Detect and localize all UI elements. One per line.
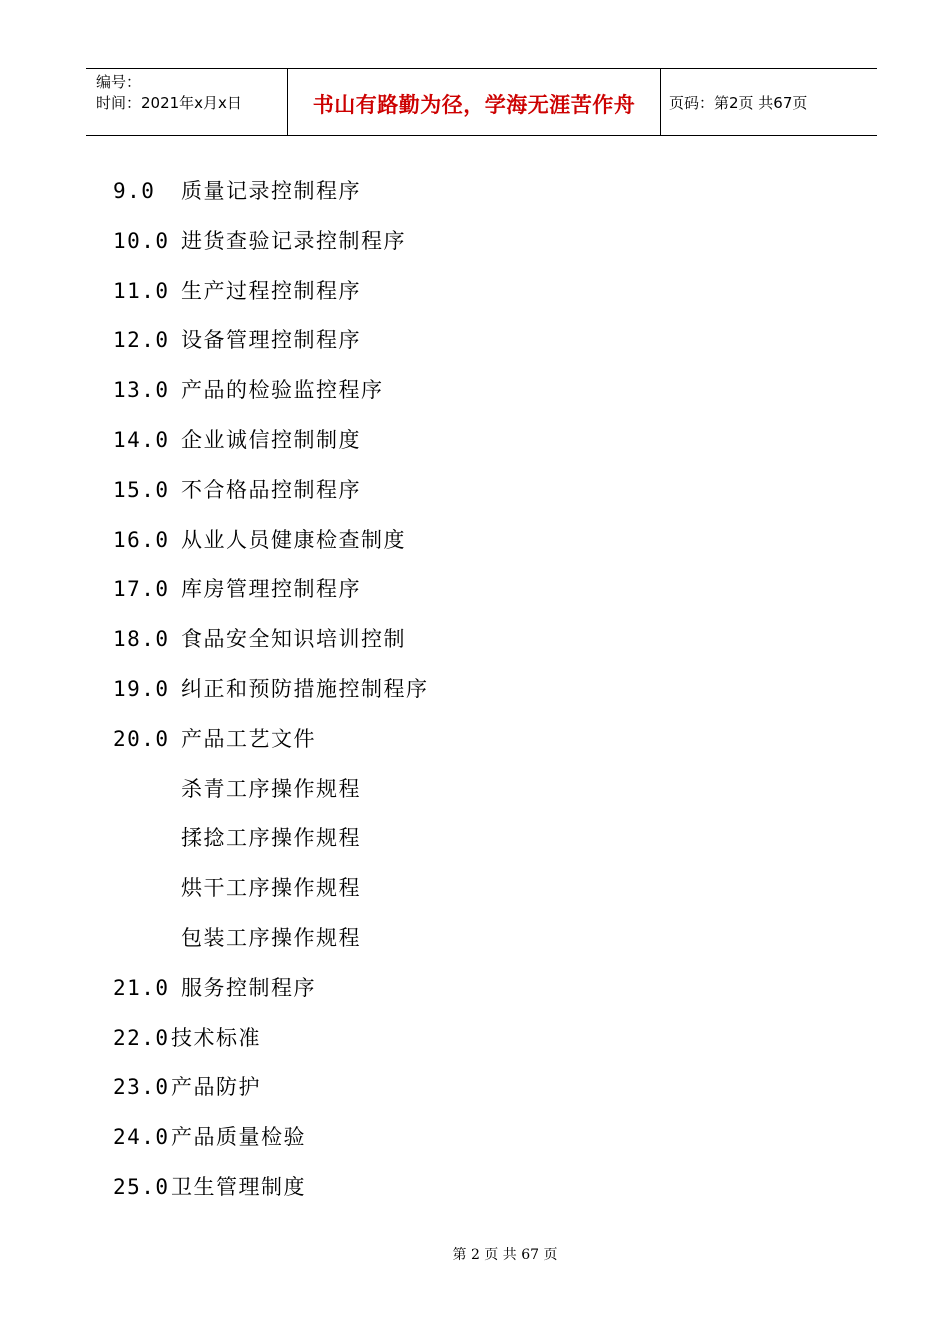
toc-item-number: 18.0 (113, 627, 170, 652)
toc-item-title: 库房管理控制程序 (181, 577, 361, 602)
toc-item-number: 9.0 (113, 179, 156, 203)
toc-item (113, 618, 429, 668)
header-page-cell (661, 69, 877, 135)
toc-item-number: 10.0 (113, 228, 170, 253)
toc-item (113, 1017, 429, 1067)
toc-item (113, 718, 429, 768)
toc-item-number: 22.0 (113, 1025, 170, 1050)
time-label: 时间：2021年x月x日 (96, 94, 242, 112)
toc-item-title: 产品的检验监控程序 (181, 378, 384, 403)
toc-item-title: 质量记录控制程序 (181, 179, 361, 203)
toc-item-number: 21.0 (113, 975, 170, 1000)
toc-item-number: 19.0 (113, 676, 170, 701)
toc-item-title: 从业人员健康检查制度 (181, 527, 406, 552)
toc-item-number: 15.0 (113, 477, 170, 502)
toc-item (113, 768, 429, 818)
toc-item-title: 生产过程控制程序 (181, 278, 361, 303)
serial-label: 编号： (96, 73, 142, 91)
toc-item (113, 270, 429, 320)
toc-item (113, 1166, 429, 1216)
toc-item-number: 23.0 (113, 1075, 170, 1100)
toc-item-title: 进货查验记录控制程序 (181, 228, 406, 253)
table-of-contents (113, 170, 429, 1216)
toc-item (113, 220, 429, 270)
toc-item (113, 917, 429, 967)
toc-item-number: 17.0 (113, 577, 170, 602)
toc-item-number: 12.0 (113, 328, 170, 353)
toc-item-title: 杀青工序操作规程 (181, 776, 361, 801)
toc-item-number: 20.0 (113, 726, 170, 751)
toc-item (113, 369, 429, 419)
toc-item (113, 419, 429, 469)
toc-item (113, 170, 429, 220)
page-footer: 第 2 页 共 67 页 (452, 1247, 558, 1263)
toc-item-title: 卫生管理制度 (171, 1174, 306, 1199)
toc-item (113, 568, 429, 618)
toc-item (113, 319, 429, 369)
toc-item (113, 817, 429, 867)
toc-item-title: 揉捻工序操作规程 (181, 826, 361, 851)
toc-item (113, 668, 429, 718)
toc-item (113, 967, 429, 1017)
toc-item-title: 食品安全知识培训控制 (181, 627, 406, 652)
header-meta-cell (86, 69, 288, 135)
toc-item (113, 469, 429, 519)
toc-item-title: 产品质量检验 (171, 1125, 306, 1150)
header-page-info: 页码：第2页 共67页 (669, 93, 808, 112)
toc-item-title: 不合格品控制程序 (181, 477, 361, 502)
toc-item-title: 技术标准 (171, 1025, 261, 1050)
page-header (86, 68, 877, 136)
toc-item-number: 25.0 (113, 1174, 170, 1199)
toc-item (113, 867, 429, 917)
toc-item-title: 纠正和预防措施控制程序 (181, 676, 429, 701)
toc-item-number: 13.0 (113, 378, 170, 403)
toc-item-number: 24.0 (113, 1125, 170, 1150)
toc-item (113, 1116, 429, 1166)
toc-item (113, 1066, 429, 1116)
header-motto-cell (288, 69, 661, 135)
toc-item-number: 11.0 (113, 278, 170, 303)
toc-item (113, 519, 429, 569)
toc-item-title: 设备管理控制程序 (181, 328, 361, 353)
toc-item-title: 企业诚信控制制度 (181, 427, 361, 452)
toc-item-title: 产品工艺文件 (181, 726, 316, 751)
toc-item-number: 16.0 (113, 527, 170, 552)
toc-item-title: 包装工序操作规程 (181, 925, 361, 950)
toc-item-title: 产品防护 (171, 1075, 261, 1100)
header-motto: 书山有路勤为径，学海无涯苦作舟 (312, 93, 636, 117)
toc-item-title: 烘干工序操作规程 (181, 876, 361, 901)
toc-item-number: 14.0 (113, 427, 170, 452)
toc-item-title: 服务控制程序 (181, 975, 316, 1000)
